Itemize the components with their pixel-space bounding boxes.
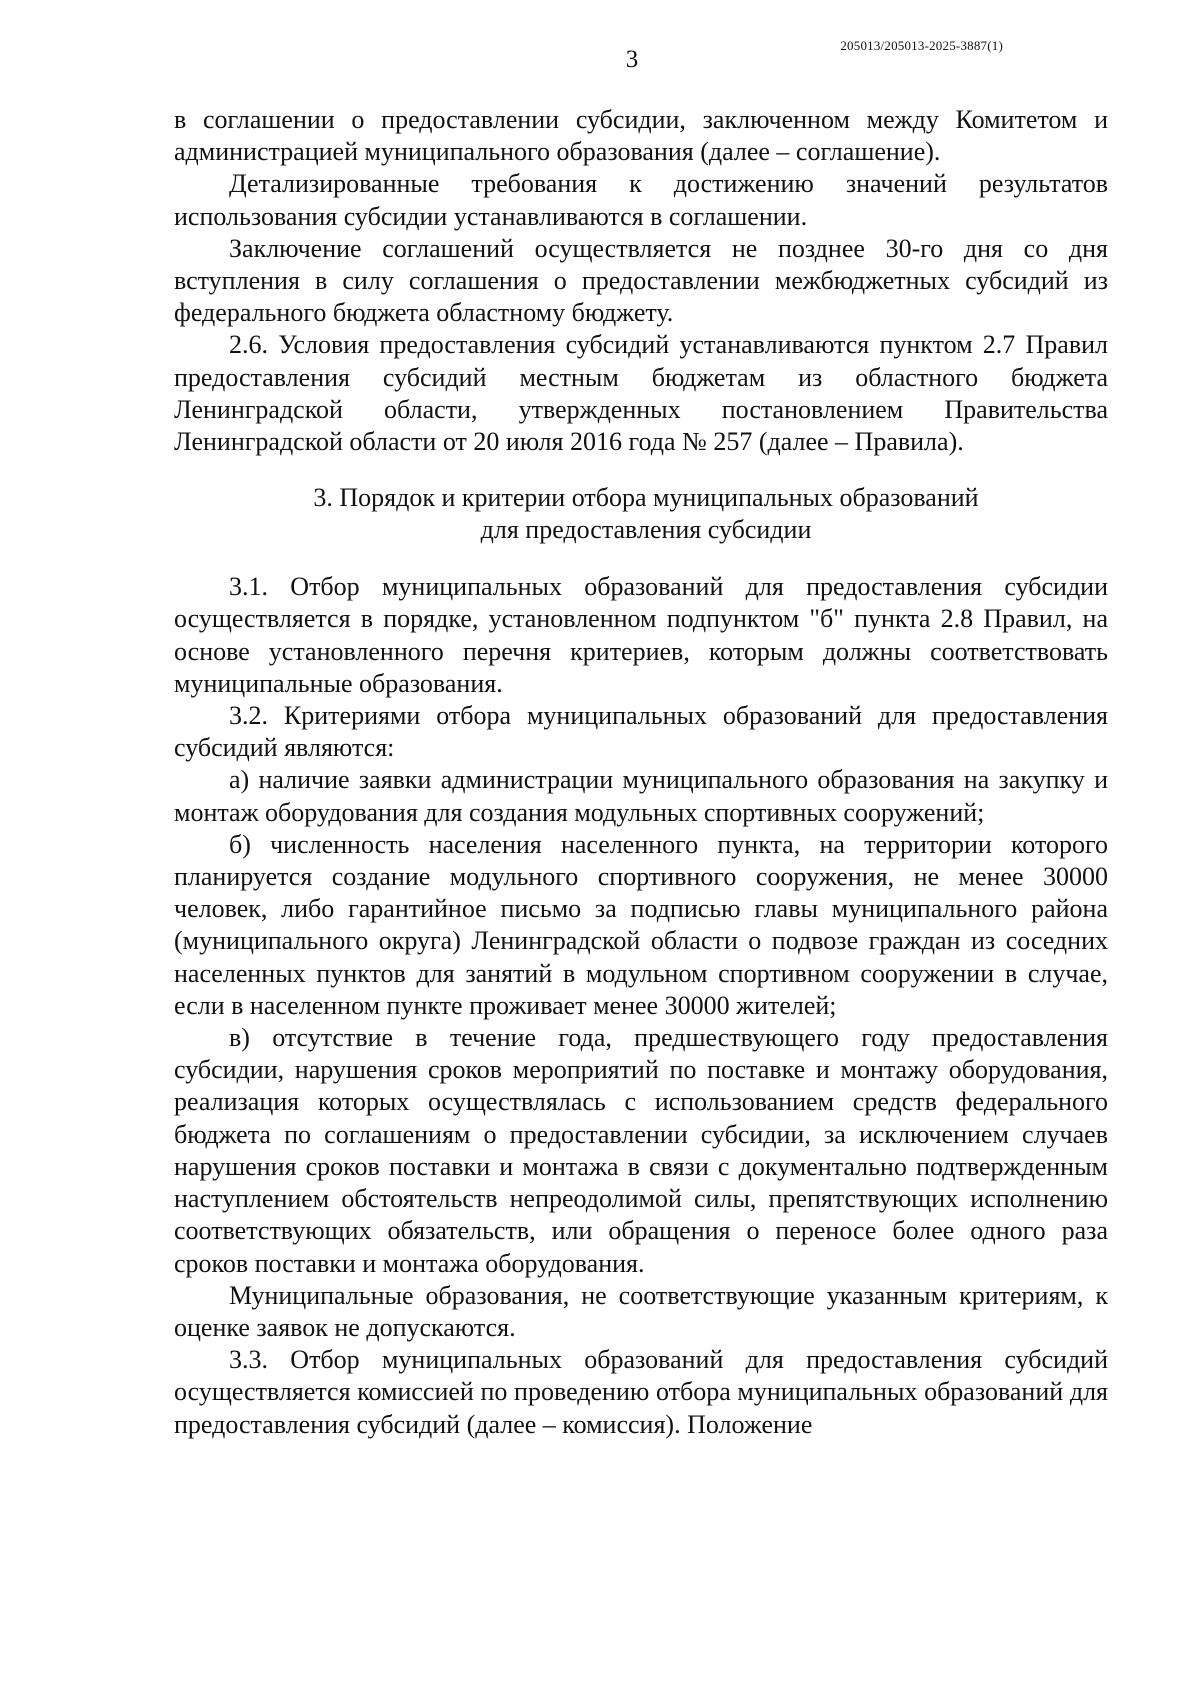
section-title-line-2: для предоставления субсидии (480, 515, 812, 545)
paragraph-agreement-continuation: в соглашении о предоставлении субсидии, заключенном между Комитетом и администрацией муниципального образования (далее – соглашение). (174, 105, 1108, 167)
paragraph-agreement-conclusion: Заключение соглашений осуществляется не позднее 30-го дня со дня вступления в силу соглашения о предоставлении межбюджетных субсидий из федерального бюджета областному бюджету. (174, 233, 1108, 328)
paragraph-3-2: 3.2. Критериями отбора муниципальных образований для предоставления субсидий являются: (174, 701, 1108, 763)
document-body (174, 104, 1108, 1441)
paragraph-3-3: 3.3. Отбор муниципальных образований для предоставления субсидий осуществляется комиссией по проведению отбора муниципальных образований для предоставления субсидий (далее – комиссия). Положение (174, 1345, 1108, 1439)
page-number: 3 (625, 46, 639, 73)
paragraph-detailed-requirements: Детализированные требования к достижению значений результатов использования субсидии устанавливаются в соглашении. (174, 169, 1108, 231)
section-title-line-1: 3. Порядок и критерии отбора муниципальных образований (313, 483, 979, 513)
document-id: 205013/205013-2025-3887(1) (840, 38, 1003, 53)
paragraph-criterion-v: в) отсутствие в течение года, предшествующего году предоставления субсидии, нарушения сроков мероприятий по поставке и монтажу оборудования, реализация которых осуществлялась с использованием средств федерального бюджета по соглашениям о предоставлении субсидии, за исключением случаев нарушения сроков поставки и монтажа в связи с документально подтвержденным наступлением обстоятельств непреодолимой силы, препятствующих исполнению соответствующих обязательств, или обращения о переносе более одного раза сроков поставки и монтажа оборудования. (174, 1023, 1108, 1278)
paragraph-criterion-a: а) наличие заявки администрации муниципального образования на закупку и монтаж оборудования для создания модульных спортивных сооружений; (174, 765, 1108, 827)
paragraph-non-compliant: Муниципальные образования, не соответствующие указанным критериям, к оценке заявок не допускаются. (174, 1280, 1108, 1342)
paragraph-2-6: 2.6. Условия предоставления субсидий устанавливаются пунктом 2.7 Правил предоставления субсидий местным бюджетам из областного бюджета Ленинградской области, утвержденных постановлением Правительства Ленинградской области от 20 июля 2016 года № 257 (далее – Правила). (174, 330, 1108, 457)
paragraph-3-1: 3.1. Отбор муниципальных образований для предоставления субсидии осуществляется в порядке, установленном подпунктом "б" пункта 2.8 Правил, на основе установленного перечня критериев, которым должны соответствовать муниципальные образования. (174, 572, 1108, 698)
paragraph-criterion-b: б) численность населения населенного пункта, на территории которого планируется создание модульного спортивного сооружения, не менее 30000 человек, либо гарантийное письмо за подписью главы муниципального района (муниципального округа) Ленинградской области о подвозе граждан из соседних населенных пунктов для занятий в модульном спортивном сооружении в случае, если в населенном пункте проживает менее 30000 жителей; (174, 829, 1108, 1020)
section-3-title (174, 482, 1108, 546)
